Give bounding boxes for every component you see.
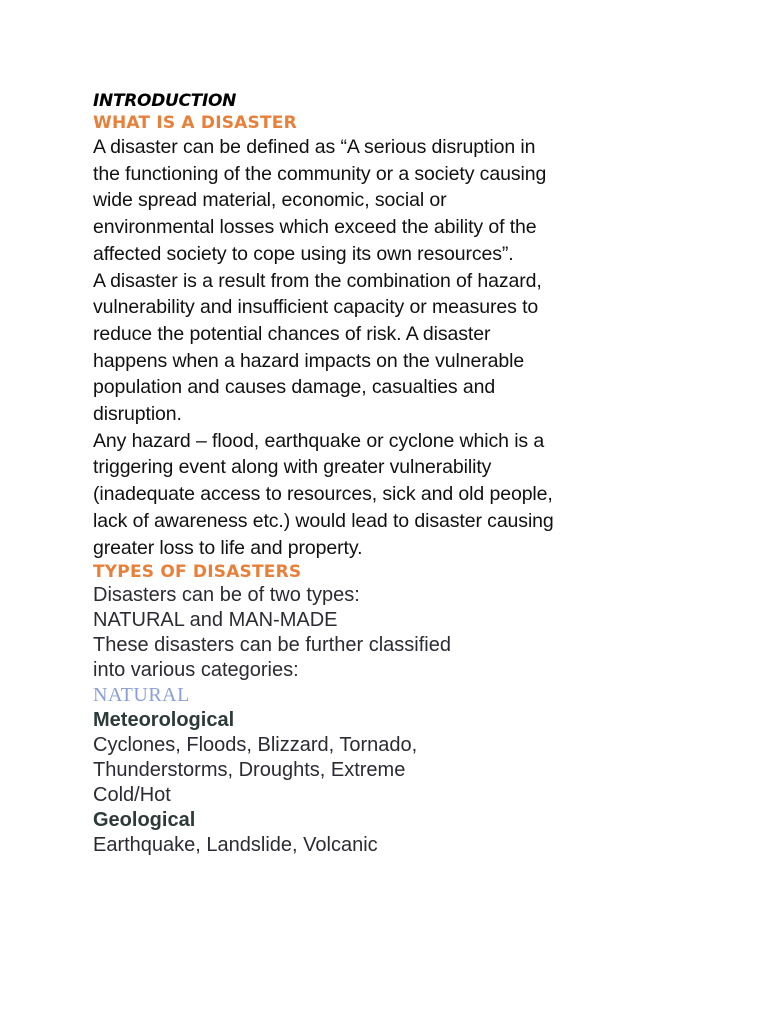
natural-label: NATURAL <box>93 684 190 707</box>
meteorological-text: Cyclones, Floods, Blizzard, Tornado, Thunderstorms, Droughts, Extreme Cold/Hot <box>93 734 418 807</box>
document-page <box>93 90 563 858</box>
paragraph-combination: A disaster is a result from the combination of hazard, vulnerability and insufficient capacity or measures to reduce the potential chances of risk. A disaster happens when a hazard impacts on the vulnerable population and causes damage, casualties and disruption. <box>93 269 542 426</box>
geological-text: Earthquake, Landslide, Volcanic <box>93 834 378 857</box>
types-line-classified: These disasters can be further classified into various categories: <box>93 634 451 682</box>
types-line-natural-manmade: NATURAL and MAN-MADE <box>93 609 338 632</box>
intro-title: INTRODUCTION <box>93 91 237 111</box>
paragraph-hazard: Any hazard – flood, earthquake or cyclone which is a triggering event along with greater vulnerability (inadequate access to resources, sick and old people, lack of awareness etc.) would lead to disaster causing greater loss to life and property. <box>93 429 554 559</box>
types-line-two-types: Disasters can be of two types: <box>93 584 360 607</box>
paragraph-definition: A disaster can be defined as “A serious disruption in the functioning of the community or a society causing wide spread material, economic, social or environmental losses which exceed the ability of the affected society to cope using its own resources”. <box>93 136 547 265</box>
meteorological-heading: Meteorological <box>93 709 235 732</box>
geological-heading: Geological <box>93 809 196 832</box>
what-is-disaster-heading: WHAT IS A DISASTER <box>93 113 297 133</box>
types-of-disasters-heading: TYPES OF DISASTERS <box>93 562 302 583</box>
